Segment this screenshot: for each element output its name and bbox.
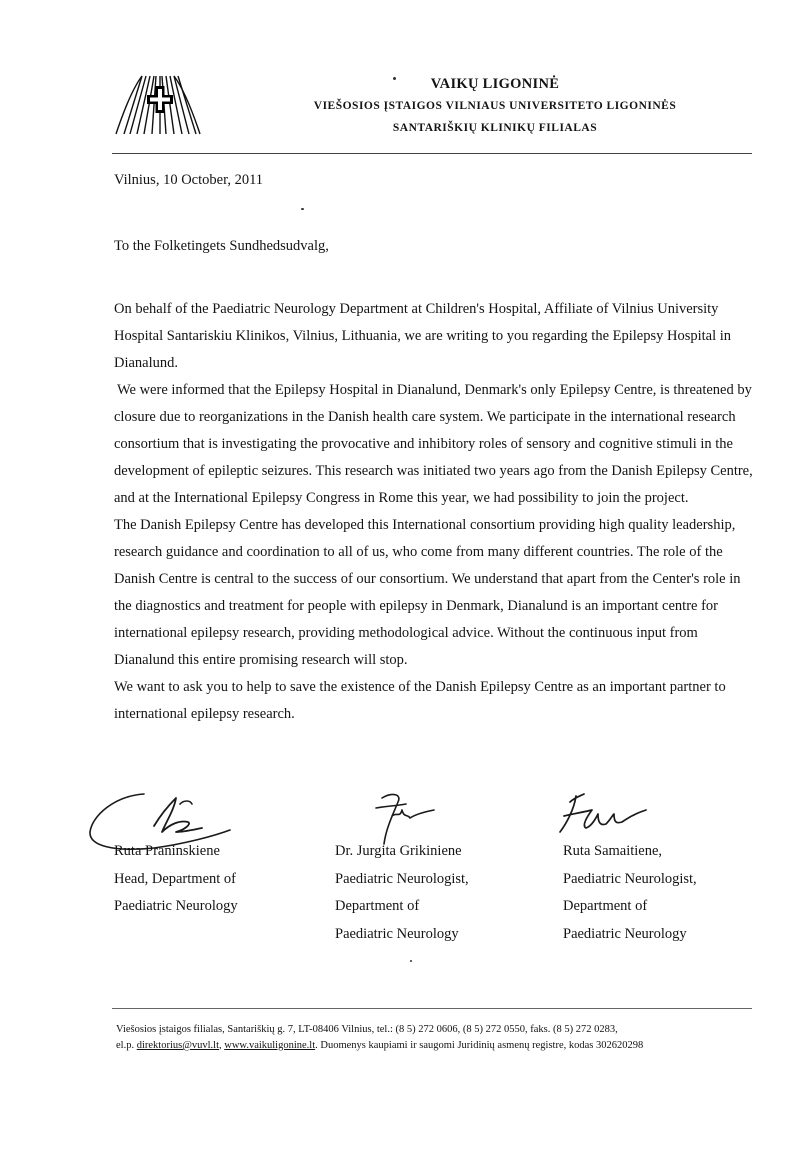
signatory-1: [114, 838, 238, 921]
letter-date: Vilnius, 10 October, 2011: [114, 172, 264, 188]
signatory-department: Department of: [563, 898, 648, 914]
signatory-title: Head, Department of: [114, 870, 236, 887]
letter-body: [114, 296, 754, 728]
institution-line: VIEŠOSIOS ĮSTAIGOS VILNIAUS UNIVERSITETO LIGONINĖS: [313, 100, 677, 112]
signatory-department: Department of: [335, 898, 420, 914]
signatory-department: Paediatric Neurology: [563, 925, 687, 942]
email-link[interactable]: direktorius@vuvl.lt: [136, 1040, 219, 1051]
signatory-2: [335, 838, 469, 948]
signatory-title: Paediatric Neurologist,: [563, 870, 697, 887]
footer-divider: [112, 1008, 752, 1009]
footer-address: Viešosios įstaigos filialas, Santariškių g. 7, LT-08406 Vilnius, tel.: (8 5) 272 0606, (8 5) 272 0550, faks. (8 5) 272 0283,: [116, 1024, 618, 1035]
signatory-department: Paediatric Neurology: [335, 925, 459, 942]
signatory-name: Ruta Samaitiene,: [563, 843, 663, 859]
hospital-name: VAIKŲ LIGONINĖ: [430, 76, 560, 92]
footer-contacts: el.p. direktorius@vuvl.lt, www.vaikuligonine.lt. Duomenys kaupiami ir saugomi Juridinių asmenų registre, kodas 302620298: [116, 1040, 644, 1051]
footer: [116, 1022, 643, 1054]
paragraph-1: On behalf of the Paediatric Neurology Department at Children's Hospital, Affiliate of Vilnius University Hospital Santariskiu Klinikos, Vilnius, Lithuania, we are writing to you regarding the Epilepsy Hospital in Dianalund.: [114, 301, 732, 371]
signatory-name: Ruta Praninskiene: [114, 843, 220, 859]
signatory-name: Dr. Jurgita Grikiniene: [335, 843, 462, 859]
signature-3: [556, 790, 656, 840]
paragraph-2: We were informed that the Epilepsy Hospital in Dianalund, Denmark's only Epilepsy Centre, is threatened by closure due to reorganizations in the Danish health care system. We participate in the international research consortium that is investigating the provocative and inhibitory roles of sensory and cognitive stimuli in the development of epileptic seizures. This research was initiated two years ago from the Danish Epilepsy Centre, and at the International Epilepsy Congress in Rome this year, we had possibility to join the project.: [114, 382, 753, 506]
paragraph-4: We want to ask you to help to save the existence of the Danish Epilepsy Centre as an important partner to international epilepsy research.: [114, 679, 726, 722]
salutation: To the Folketingets Sundhedsudvalg,: [114, 238, 329, 254]
paragraph-3: The Danish Epilepsy Centre has developed this International consortium providing high quality leadership, research guidance and coordination to all of us, who come from many different countries. The role of the Danish Centre is central to the success of our consortium. We understand that apart from the Center's role in the diagnostics and treatment for people with epilepsy in Denmark, Dianalund is an important centre for international epilepsy research, providing methodological advice. Without the continuous input from Dianalund this entire promising research will stop.: [114, 517, 741, 668]
hospital-cross-logo: [112, 72, 204, 138]
signatory-department: Paediatric Neurology: [114, 898, 238, 914]
header-divider: [112, 153, 752, 154]
website-link[interactable]: www.vaikuligonine.lt: [224, 1040, 316, 1051]
branch-line: SANTARIŠKIŲ KLINIKŲ FILIALAS: [392, 122, 598, 134]
signatory-title: Paediatric Neurologist,: [335, 870, 469, 887]
signatory-3: [563, 838, 697, 948]
